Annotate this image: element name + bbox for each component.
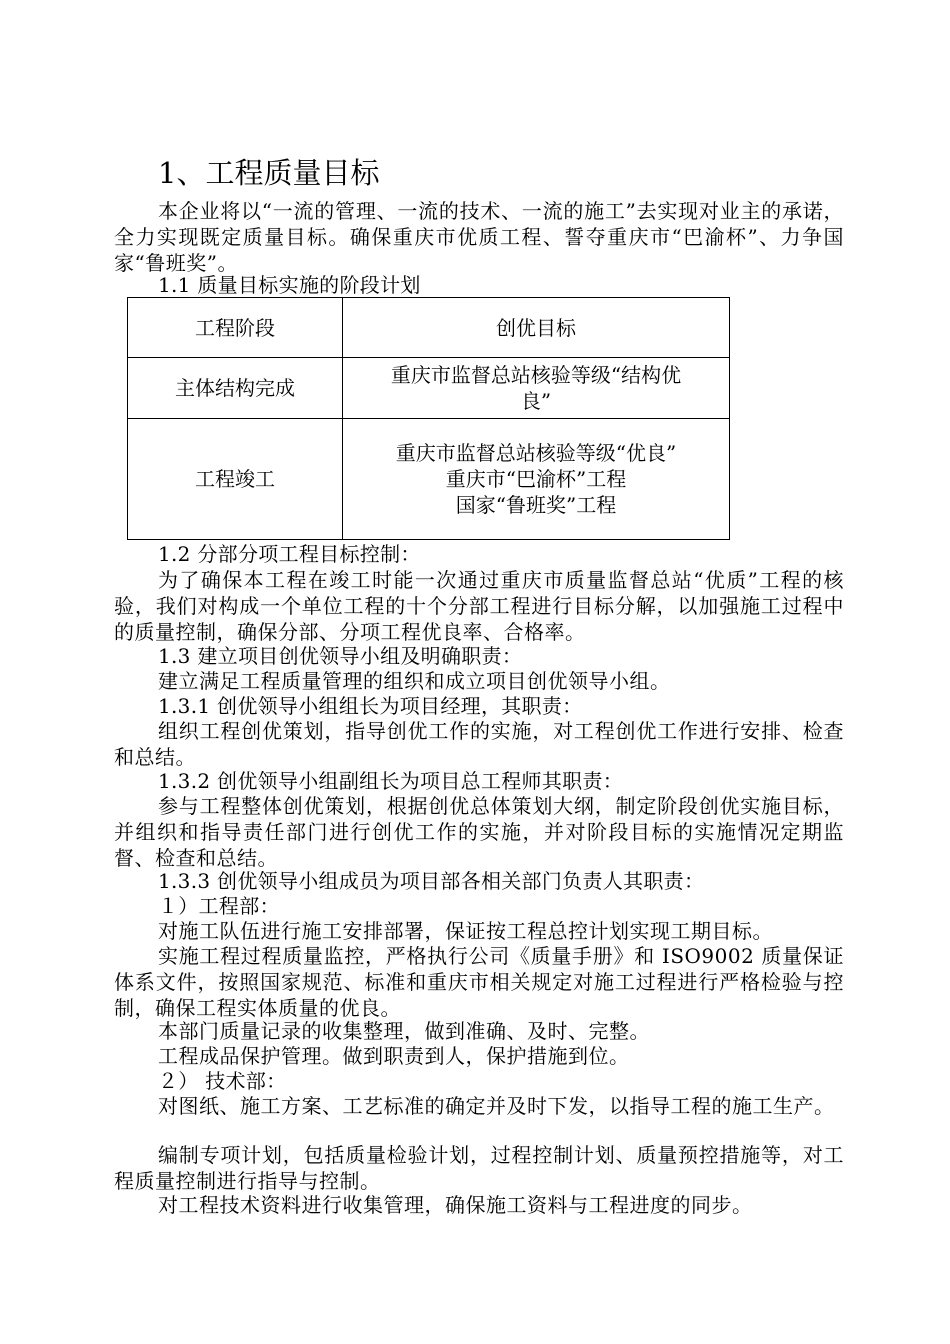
goal-line: 重庆市监督总站核验等级“结构优 — [390, 363, 682, 387]
table-cell-goal — [343, 358, 730, 419]
section-1-3-2-title: 1.3.2 创优领导小组副组长为项目总工程师其职责： — [158, 769, 624, 793]
section-1-2-title: 1.2 分部分项工程目标控制： — [158, 542, 421, 566]
section-1-3-paragraph: 建立满足工程质量管理的组织和成立项目创优领导小组。 — [158, 669, 671, 693]
intro-paragraph: 本企业将以“一流的管理、一流的技术、一流的施工”去实现对业主的承诺，全力实现既定质量目标。确保重庆市优质工程、誓夺重庆市“巴渝杯”、力争国家“鲁班奖”。 — [114, 199, 844, 275]
section-1-3-1-title: 1.3.1 创优领导小组组长为项目经理，其职责： — [158, 694, 583, 718]
table-row — [128, 419, 730, 540]
table-header-stage: 工程阶段 — [128, 298, 343, 358]
table-row — [128, 358, 730, 419]
section-1-3-1-paragraph: 组织工程创优策划，指导创优工作的实施，对工程创优工作进行安排、检查和总结。 — [114, 719, 844, 769]
section-1-3-3-title: 1.3.3 创优领导小组成员为项目部各相关部门负责人其职责： — [158, 869, 705, 893]
section-1-1-title: 1.1 质量目标实施的阶段计划 — [158, 273, 421, 297]
technical-duty-1: 对图纸、施工方案、工艺标准的确定并及时下发，以指导工程的施工生产。 — [158, 1094, 835, 1118]
engineering-dept-title: １）工程部： — [158, 894, 280, 918]
section-1-3-2-paragraph: 参与工程整体创优策划，根据创优总体策划大纲，制定阶段创优实施目标，并组织和指导责任部门进行创优工作的实施，并对阶段目标的实施情况定期监督、检查和总结。 — [114, 794, 844, 870]
table-header-goal: 创优目标 — [343, 298, 730, 358]
engineering-duty-4: 工程成品保护管理。做到职责到人，保护措施到位。 — [158, 1044, 630, 1068]
goal-line: 良” — [520, 389, 552, 413]
engineering-duty-2: 实施工程过程质量监控，严格执行公司《质量手册》和 ISO9002 质量保证体系文件，按照国家规范、标准和重庆市相关规定对施工过程进行严格检验与控制，确保工程实体质量的优良。 — [114, 944, 844, 1020]
quality-goal-table — [127, 297, 730, 540]
section-1-2-paragraph: 为了确保本工程在竣工时能一次通过重庆市质量监督总站“优质”工程的核验，我们对构成一个单位工程的十个分部工程进行目标分解，以加强施工过程中的质量控制，确保分部、分项工程优良率、合格率。 — [114, 568, 844, 644]
engineering-duty-3: 本部门质量记录的收集整理，做到准确、及时、完整。 — [158, 1019, 650, 1043]
technical-duty-2: 编制专项计划，包括质量检验计划，过程控制计划、质量预控措施等，对工程质量控制进行指导与控制。 — [114, 1143, 844, 1193]
goal-line: 重庆市“巴渝杯”工程 — [445, 467, 627, 491]
page-heading: 1、工程质量目标 — [158, 156, 380, 190]
technical-duty-3: 对工程技术资料进行收集管理，确保施工资料与工程进度的同步。 — [158, 1193, 753, 1217]
technical-dept-title: ２） 技术部： — [158, 1069, 287, 1093]
engineering-duty-1: 对施工队伍进行施工安排部署，保证按工程总控计划实现工期目标。 — [158, 919, 773, 943]
section-1-3-title: 1.3 建立项目创优领导小组及明确职责： — [158, 644, 523, 668]
table-cell-goal — [343, 419, 730, 540]
table-header-row — [128, 298, 730, 358]
table-cell-stage: 工程竣工 — [128, 419, 343, 540]
goal-line: 国家“鲁班奖”工程 — [455, 493, 617, 517]
table-cell-stage: 主体结构完成 — [128, 358, 343, 419]
goal-line: 重庆市监督总站核验等级“优良” — [395, 441, 677, 465]
